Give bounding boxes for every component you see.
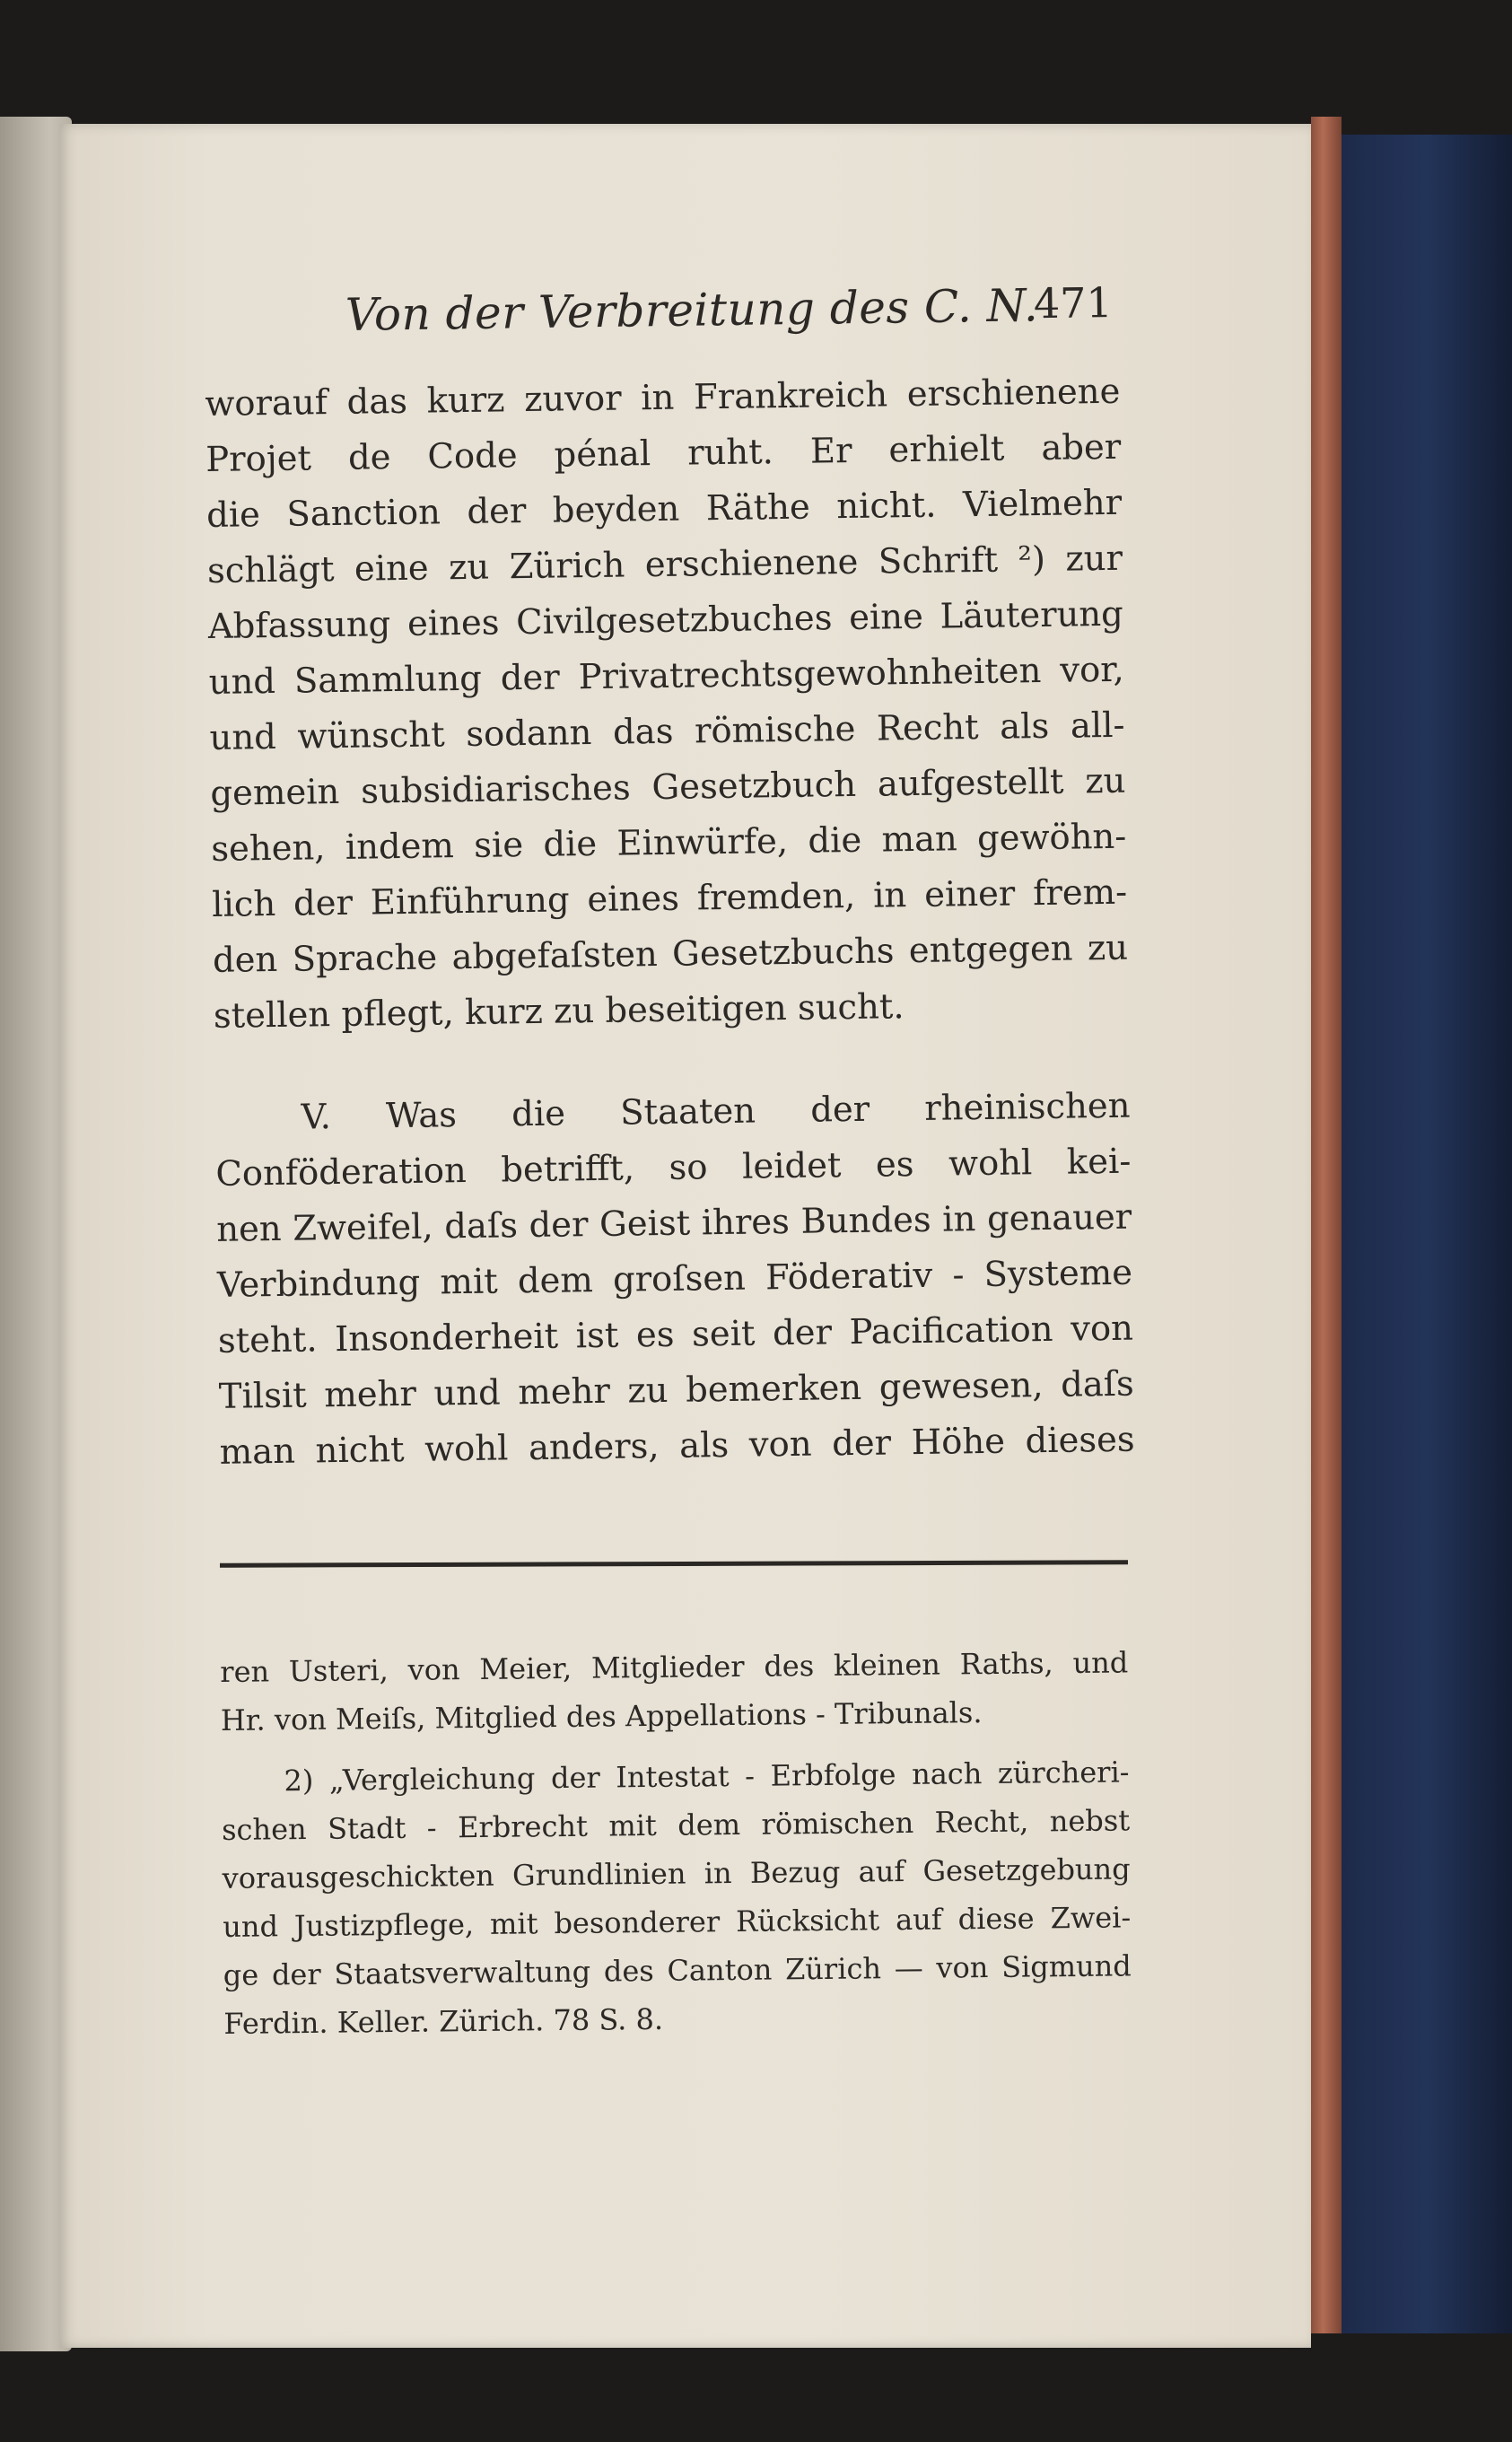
paragraph-1 [205, 364, 1129, 1045]
footnote-line: 2) „Vergleichung der Intestat - Erbfolge nach zürcheri- [284, 1755, 1130, 1799]
text-line: Abfassung eines Civilgesetzbuches eine Läuterung [207, 593, 1124, 647]
text-line: Projet de Code pénal ruht. Er erhielt aber [205, 426, 1122, 480]
text-line: gemein subsidiarisches Gesetzbuch aufgestellt zu [210, 760, 1126, 814]
footnote-line: Hr. von Meiſs, Mitglied des Appellations - Tribunals. [220, 1695, 983, 1737]
footnote-line: ren Usteri, von Meier, Mitglieder des kleinen Raths, und [220, 1645, 1129, 1689]
text-line: und Sammlung der Privatrechtsgewohnheiten vor, [208, 649, 1124, 703]
text-line: steht. Insonderheit ist es seit der Pacification von [217, 1308, 1134, 1361]
text-line: den Sprache abgefaſsten Gesetzbuchs entgegen zu [212, 927, 1129, 981]
footnote-line: schen Stadt - Erbrecht mit dem römischen Recht, nebst [221, 1803, 1131, 1847]
text-line: Conföderation betrifft, so leidet es wohl kei- [215, 1141, 1132, 1195]
footnote-continuation [220, 1638, 1129, 1745]
footnote-rule [220, 1560, 1128, 1568]
text-line: lich der Einführung eines fremden, in einer frem- [211, 871, 1128, 925]
text-line: V. Was die Staaten der rheinischen [301, 1085, 1131, 1138]
footnotes [220, 1638, 1132, 2048]
text-line: die Sanction der beyden Räthe nicht. Vielmehr [205, 482, 1123, 536]
footnote-line: Ferdin. Keller. Zürich. 78 S. 8. [223, 2001, 664, 2041]
text-line: Verbindung mit dem groſsen Föderativ - Systeme [216, 1252, 1133, 1306]
footnote-2 [221, 1747, 1132, 2048]
text-line: schlägt eine zu Zürich erschienene Schrift ²) zur [206, 538, 1123, 591]
text-line: stellen pflegt, kurz zu beseitigen sucht. [213, 986, 905, 1037]
text-line: worauf das kurz zuvor in Frankreich erschienene [205, 371, 1121, 425]
text-line: man nicht wohl anders, als von der Höhe dieses [219, 1419, 1135, 1473]
text-line: Tilsit mehr und mehr zu bemerken gewesen, daſs [218, 1363, 1135, 1417]
text-line: sehen, indem sie die Einwürfe, die man gewöhn- [211, 816, 1127, 870]
footnote-line: vorausgeschickten Grundlinien in Bezug auf Gesetzgebung [222, 1851, 1131, 1895]
paragraph-2 [214, 1079, 1135, 1481]
body-text [205, 364, 1135, 1481]
running-head-title: Von der Verbreitung des C. N. [345, 279, 1039, 341]
text-line: und wünscht sodann das römische Recht als all- [209, 705, 1125, 758]
footnote-line: und Justizpflege, mit besonderer Rücksicht auf diese Zwei- [223, 1900, 1132, 1944]
footnote-line: ge der Staatsverwaltung des Canton Zürich — von Sigmund [223, 1948, 1132, 1992]
text-line: nen Zweifel, daſs der Geist ihres Bundes in genauer [215, 1196, 1132, 1250]
running-head [345, 278, 1113, 361]
page-number: 471 [1033, 278, 1114, 328]
